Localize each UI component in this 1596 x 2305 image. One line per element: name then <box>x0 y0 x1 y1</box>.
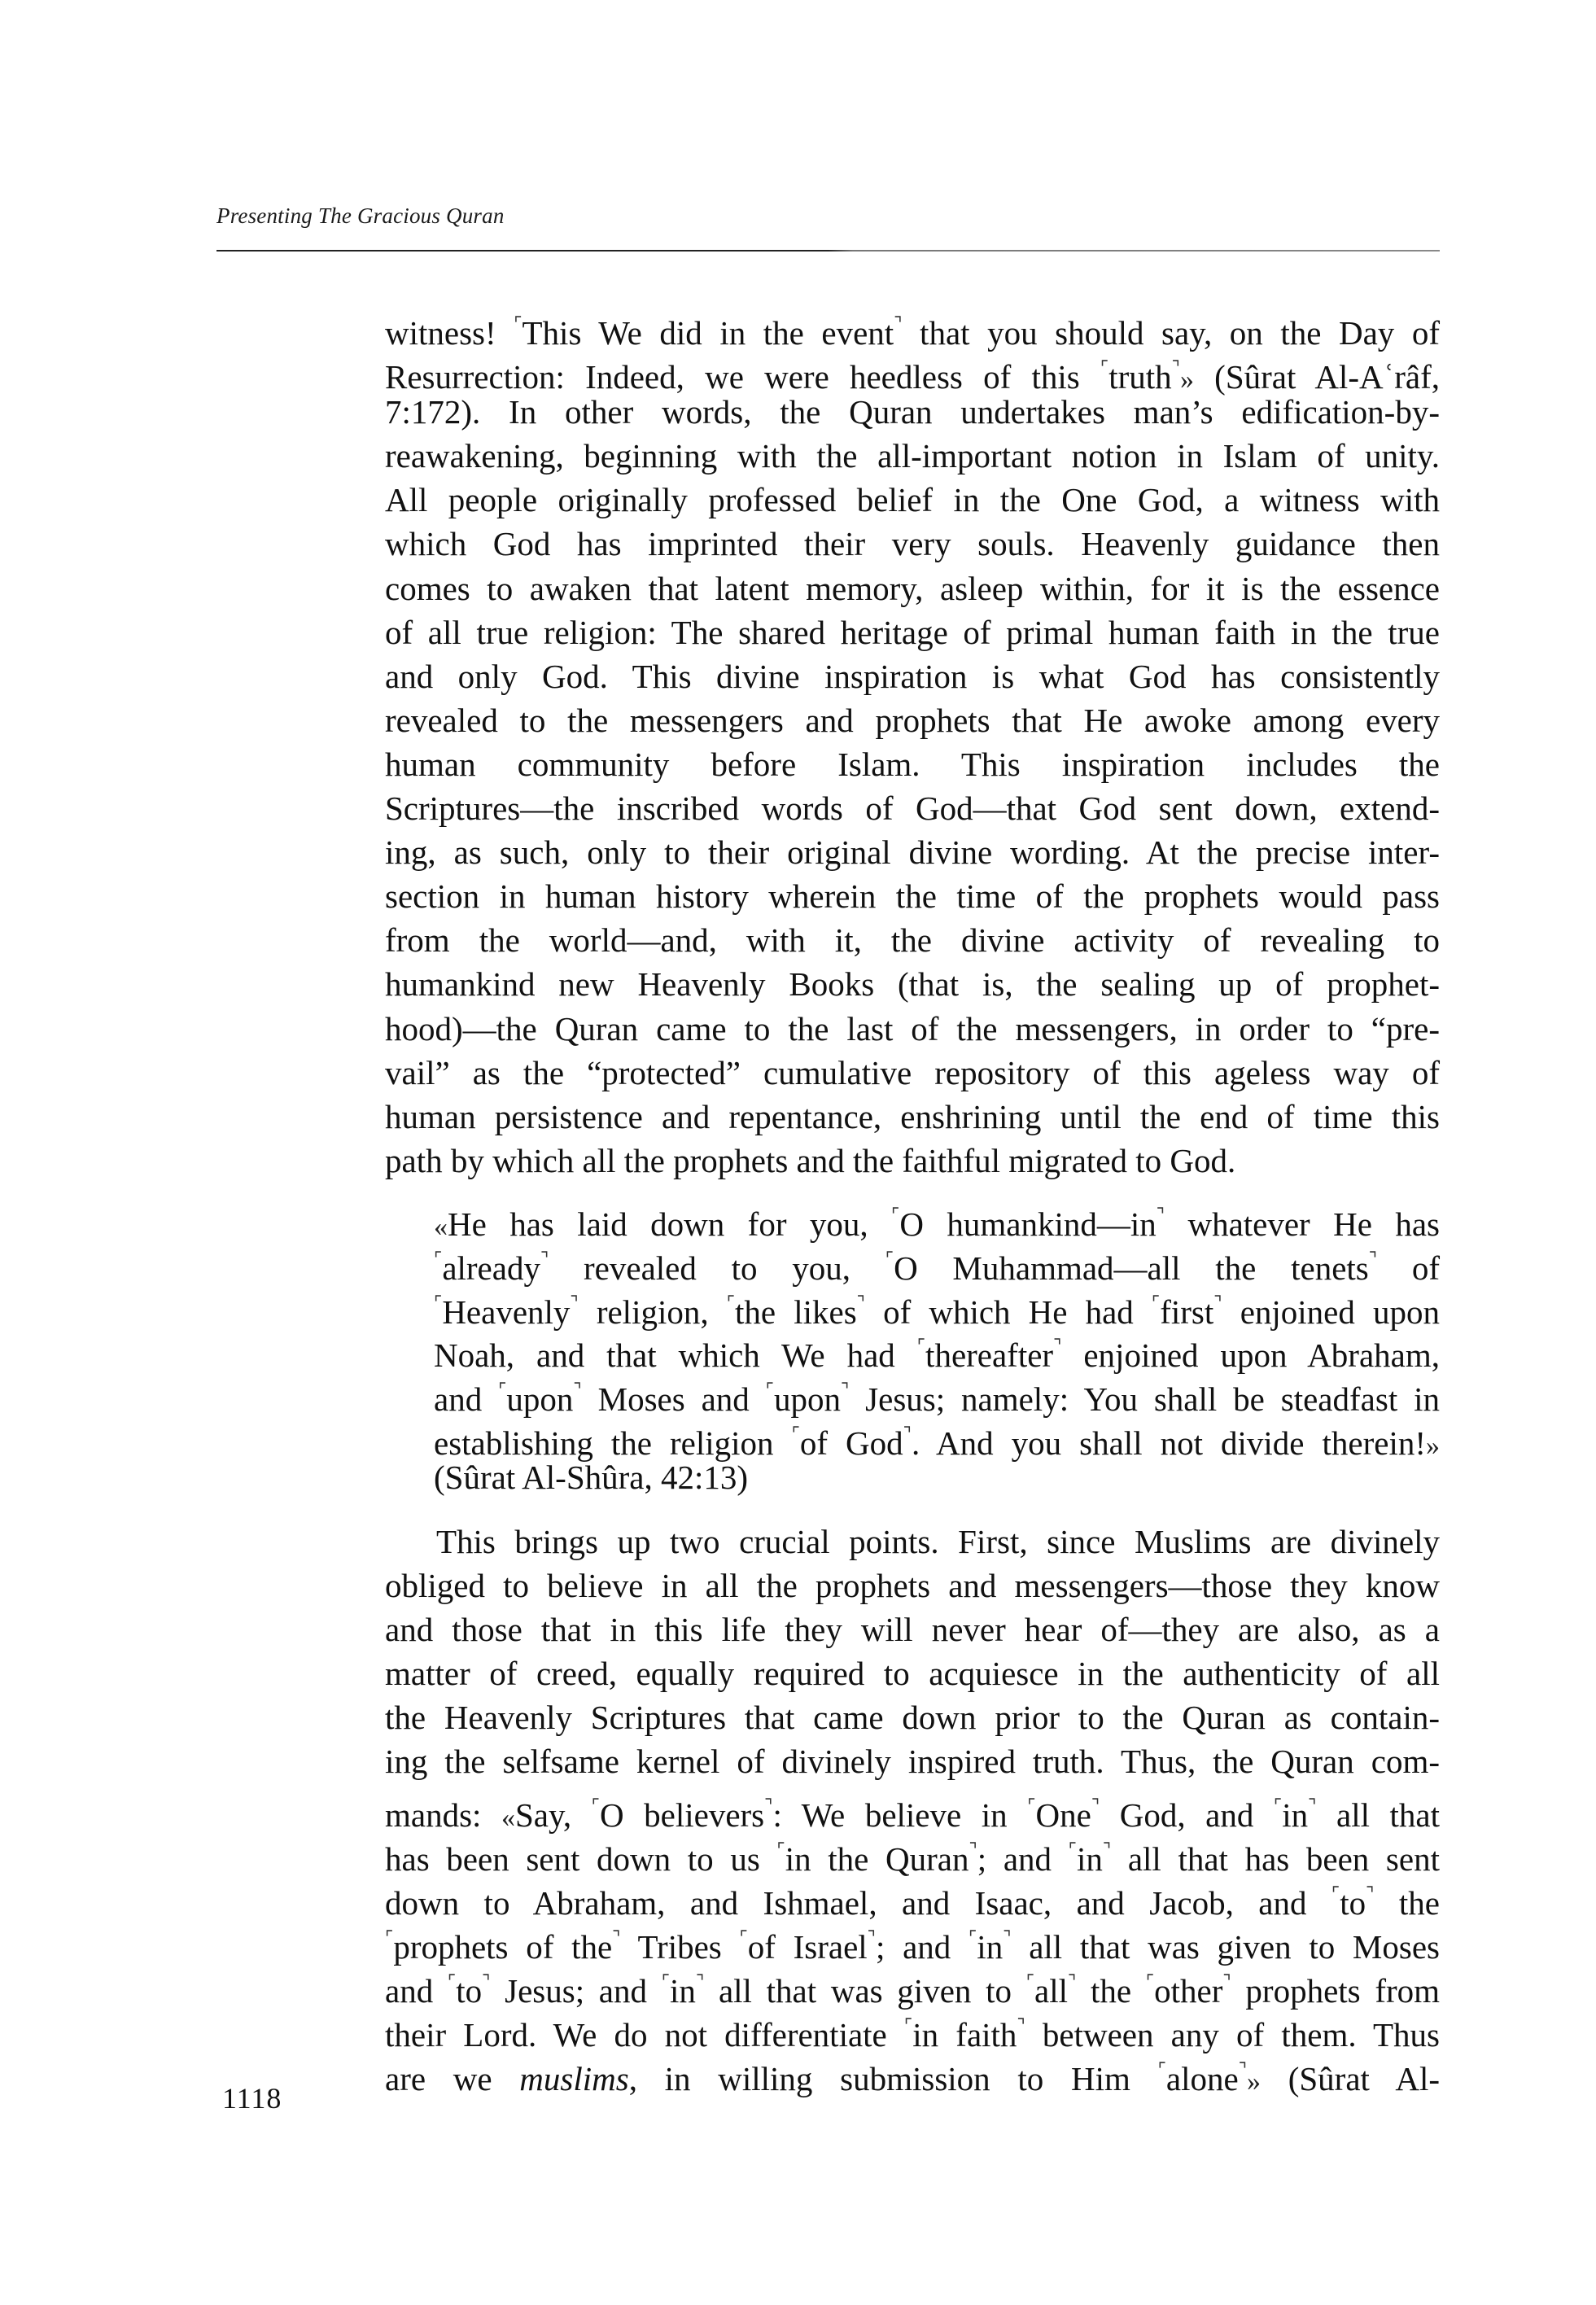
text-line: All people originally professed belief in the One God, a witness with <box>385 481 1440 519</box>
quote-line: establishing the religion ⌜of God⌝. And you shall not divide therein!» <box>434 1423 1441 1462</box>
header-rule-divider <box>216 250 1440 251</box>
ornate-open-bracket-icon: « <box>501 1802 515 1833</box>
insertion-open-mark: ⌜ <box>591 1795 600 1816</box>
text-line: from the world—and, with it, the divine activity of revealing to <box>385 921 1440 960</box>
text-line: has been sent down to us ⌜in the Quran⌝; and ⌜in⌝ all that has been sent <box>385 1839 1440 1878</box>
insertion-open-mark: ⌜ <box>1273 1795 1283 1816</box>
insertion-close-mark: ⌝ <box>1222 1970 1231 1992</box>
body-paragraph-2 <box>385 1520 1441 2098</box>
insertion-close-mark: ⌝ <box>1003 1927 1012 1948</box>
insertion-open-mark: ⌜ <box>498 1380 507 1401</box>
insertion-open-mark: ⌜ <box>447 1970 457 1992</box>
quote-line: Noah, and that which We had ⌜thereafter⌝ enjoined upon Abraham, <box>434 1336 1440 1375</box>
ornate-close-bracket-icon: » <box>1247 2067 1261 2097</box>
insertion-open-mark: ⌜ <box>514 313 523 334</box>
insertion-close-mark: ⌝ <box>969 1839 977 1860</box>
quote-line: ⌜Heavenly⌝ religion, ⌜the likes⌝ of which He had ⌜first⌝ enjoined upon <box>434 1292 1440 1331</box>
insertion-open-mark: ⌜ <box>791 1423 800 1444</box>
insertion-close-mark: ⌝ <box>840 1380 850 1401</box>
insertion-open-mark: ⌜ <box>1068 1839 1077 1860</box>
text-line: of all true religion: The shared heritage of primal human faith in the true <box>385 613 1440 651</box>
text-line: hood)—the Quran came to the last of the messengers, in order to “pre- <box>385 1009 1440 1048</box>
insertion-close-mark: ⌝ <box>867 1927 876 1948</box>
insertion-close-mark: ⌝ <box>1368 1248 1378 1269</box>
insertion-open-mark: ⌜ <box>1025 1970 1035 1992</box>
insertion-open-mark: ⌜ <box>1145 1970 1155 1992</box>
quote-line: ⌜already⌝ revealed to you, ⌜O Muhammad—all the tenets⌝ of <box>434 1248 1440 1287</box>
insertion-close-mark: ⌝ <box>1068 1970 1077 1992</box>
text-line: revealed to the messengers and prophets that He awoke among every <box>385 701 1440 739</box>
quote-line: and ⌜upon⌝ Moses and ⌜upon⌝ Jesus; namely: You shall be steadfast in <box>434 1380 1440 1419</box>
text-line: humankind new Heavenly Books (that is, the sealing up of prophet- <box>385 965 1440 1004</box>
insertion-open-mark: ⌜ <box>765 1380 774 1401</box>
text-line: path by which all the prophets and the faithful migrated to God. <box>385 1141 1236 1179</box>
text-line: which God has imprinted their very souls. Heavenly guidance then <box>385 525 1440 563</box>
insertion-close-mark: ⌝ <box>764 1795 773 1816</box>
ornate-close-bracket-icon: » <box>1426 1430 1441 1461</box>
text-line: Resurrection: Indeed, we were heedless of this ⌜truth⌝» (Sûrat Al-Aʿrâf, <box>385 357 1440 396</box>
text-line: ing the selfsame kernel of divinely inspired truth. Thus, the Quran com- <box>385 1743 1440 1781</box>
insertion-open-mark: ⌜ <box>891 1205 900 1225</box>
text-line: mands: «Say, ⌜O believers⌝: We believe in ⌜One⌝ God, and ⌜in⌝ all that <box>385 1795 1441 1834</box>
insertion-open-mark: ⌜ <box>885 1248 894 1269</box>
insertion-close-mark: ⌝ <box>1017 2015 1025 2036</box>
text-line: section in human history wherein the time of the prophets would pass <box>385 877 1440 916</box>
insertion-close-mark: ⌝ <box>1091 1795 1100 1816</box>
insertion-open-mark: ⌜ <box>1100 357 1109 378</box>
text-line: are we muslims, in willing submission to Him ⌜alone⌝» (Sûrat Al- <box>385 2059 1441 2098</box>
italic-term: muslims <box>519 2060 629 2098</box>
insertion-open-mark: ⌜ <box>739 1927 748 1948</box>
text-line: 7:172). In other words, the Quran undertakes man’s edification-by- <box>385 393 1440 431</box>
insertion-close-mark: ⌝ <box>573 1380 582 1401</box>
insertion-close-mark: ⌝ <box>1102 1839 1112 1860</box>
insertion-close-mark: ⌝ <box>894 313 903 334</box>
insertion-open-mark: ⌜ <box>776 1839 785 1860</box>
page-number: 1118 <box>222 2082 282 2115</box>
text-line: vail” as the “protected” cumulative repository of this ageless way of <box>385 1053 1440 1091</box>
insertion-open-mark: ⌜ <box>1027 1795 1036 1816</box>
insertion-close-mark: ⌝ <box>1238 2059 1247 2080</box>
text-line: ⌜prophets of the⌝ Tribes ⌜of Israel⌝; and ⌜in⌝ all that was given to Moses <box>385 1927 1440 1966</box>
body-paragraph-1 <box>385 302 1440 1183</box>
insertion-open-mark: ⌜ <box>434 1248 443 1269</box>
text-line: obliged to believe in all the prophets and messengers—those they know <box>385 1567 1440 1605</box>
text-line: and those that in this life they will never hear of—they are also, as a <box>385 1611 1440 1649</box>
insertion-open-mark: ⌜ <box>968 1927 977 1948</box>
insertion-open-mark: ⌜ <box>1331 1883 1340 1904</box>
text-line: their Lord. We do not differentiate ⌜in faith⌝ between any of them. Thus <box>385 2015 1441 2054</box>
text-line: human persistence and repentance, enshrining until the end of time this <box>385 1097 1440 1135</box>
ornate-close-bracket-icon: » <box>1179 365 1194 396</box>
running-head-title: Presenting The Gracious Quran <box>216 203 505 228</box>
insertion-close-mark: ⌝ <box>1053 1336 1062 1357</box>
text-line: the Heavenly Scriptures that came down prior to the Quran as contain- <box>385 1699 1440 1737</box>
ornate-open-bracket-icon: « <box>434 1212 448 1242</box>
insertion-open-mark: ⌜ <box>1151 1292 1161 1313</box>
insertion-open-mark: ⌜ <box>903 2015 913 2036</box>
insertion-close-mark: ⌝ <box>1171 357 1180 378</box>
text-line: down to Abraham, and Ishmael, and Isaac, and Jacob, and ⌜to⌝ the <box>385 1883 1440 1922</box>
insertion-open-mark: ⌜ <box>385 1927 394 1948</box>
text-line: and ⌜to⌝ Jesus; and ⌜in⌝ all that was given to ⌜all⌝ the ⌜other⌝ prophets from <box>385 1970 1441 2010</box>
text-line: reawakening, beginning with the all-important notion in Islam of unity. <box>385 437 1440 475</box>
text-line: Scriptures—the inscribed words of God—that God sent down, extend- <box>385 789 1440 828</box>
insertion-close-mark: ⌝ <box>695 1970 705 1992</box>
insertion-open-mark: ⌜ <box>726 1292 736 1313</box>
insertion-close-mark: ⌝ <box>612 1927 621 1948</box>
insertion-close-mark: ⌝ <box>903 1423 912 1444</box>
insertion-open-mark: ⌜ <box>916 1336 926 1357</box>
text-line: This brings up two crucial points. First, since Muslims are divinely <box>436 1523 1440 1560</box>
text-line: comes to awaken that latent memory, asleep within, for it is the essence <box>385 569 1440 607</box>
quote-line: «He has laid down for you, ⌜O humankind—in⌝ whatever He has <box>434 1205 1440 1243</box>
text-line: ing, as such, only to their original divine wording. At the precise inter- <box>385 833 1440 872</box>
insertion-open-mark: ⌜ <box>1157 2059 1166 2080</box>
text-line: matter of creed, equally required to acquiesce in the authenticity of all <box>385 1655 1440 1693</box>
insertion-close-mark: ⌝ <box>482 1970 491 1992</box>
insertion-close-mark: ⌝ <box>1213 1292 1222 1313</box>
text-line: and only God. This divine inspiration is what God has consistently <box>385 657 1440 695</box>
quran-quotation-block <box>434 1193 1440 1500</box>
quote-citation: (Sûrat Al-Shûra, 42:13) <box>434 1458 749 1496</box>
insertion-open-mark: ⌜ <box>661 1970 671 1992</box>
text-line: witness! ⌜This We did in the event⌝ that you should say, on the Day of <box>385 313 1441 352</box>
insertion-close-mark: ⌝ <box>1366 1883 1375 1904</box>
insertion-close-mark: ⌝ <box>570 1292 579 1313</box>
insertion-close-mark: ⌝ <box>540 1248 549 1269</box>
insertion-close-mark: ⌝ <box>1156 1205 1165 1225</box>
insertion-close-mark: ⌝ <box>1308 1795 1317 1816</box>
text-line: human community before Islam. This inspiration includes the <box>385 745 1440 783</box>
insertion-close-mark: ⌝ <box>856 1292 865 1313</box>
insertion-open-mark: ⌜ <box>434 1292 443 1313</box>
